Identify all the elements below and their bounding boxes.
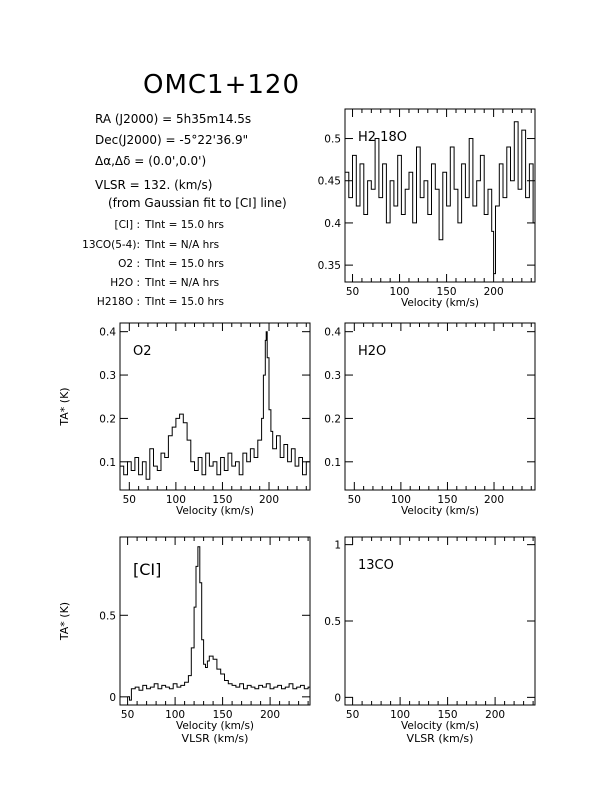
x-tick-label: 150 bbox=[212, 494, 233, 506]
integration-time-value: TInt = 15.0 hrs bbox=[145, 296, 224, 308]
y-tick-label: 0 bbox=[334, 692, 341, 705]
x-tick-label: 50 bbox=[120, 709, 135, 721]
line-name: O2 : bbox=[118, 258, 140, 270]
x-axis-label: Velocity (km/s) bbox=[400, 720, 480, 732]
y-tick-label: 0.4 bbox=[324, 217, 341, 230]
x-tick-label: 150 bbox=[437, 709, 458, 721]
y-tick-label: 0.5 bbox=[324, 133, 341, 146]
y-tick-label: 0.1 bbox=[324, 456, 341, 469]
x-tick-label: 150 bbox=[212, 709, 233, 721]
x-tick-label: 50 bbox=[345, 709, 360, 721]
panel-label: O2 bbox=[133, 344, 152, 359]
vlsr-label: VLSR = bbox=[95, 178, 140, 192]
x-tick-label: 200 bbox=[485, 709, 506, 721]
y-tick-label: 0.3 bbox=[99, 370, 116, 383]
x-axis-label: Velocity (km/s) bbox=[175, 720, 255, 732]
panel-label: 13CO bbox=[358, 558, 394, 573]
dec-label: Dec(J2000) = bbox=[95, 133, 176, 147]
y-tick-label: 0.4 bbox=[99, 326, 116, 339]
x-axis-label: Velocity (km/s) bbox=[175, 505, 255, 517]
integration-time-value: TInt = 15.0 hrs bbox=[145, 258, 224, 270]
vlsr-value: 132. (km/s) bbox=[143, 178, 213, 192]
y-tick-label: 1 bbox=[334, 539, 341, 552]
x-tick-label: 100 bbox=[165, 709, 186, 721]
y-tick-label: 0.5 bbox=[324, 616, 341, 628]
offset-value: (0.0',0.0') bbox=[148, 154, 207, 168]
x-tick-label: 150 bbox=[436, 286, 457, 298]
y-axis-label: TA* (K) bbox=[58, 601, 71, 641]
x-tick-label: 100 bbox=[390, 709, 411, 721]
x-tick-label: 100 bbox=[390, 494, 411, 506]
panel-label: H2O bbox=[358, 344, 387, 359]
y-tick-label: 0.1 bbox=[99, 456, 116, 469]
x-axis-label: Velocity (km/s) bbox=[400, 297, 480, 309]
integration-time-value: TInt = N/A hrs bbox=[145, 277, 220, 289]
line-name: 13CO(5-4): bbox=[82, 239, 140, 251]
x-tick-label: 50 bbox=[122, 494, 137, 506]
x-tick-label: 50 bbox=[345, 286, 360, 298]
y-tick-label: 0.2 bbox=[324, 413, 341, 426]
line-name: H218O : bbox=[96, 296, 140, 308]
offset-label: Δα,Δδ = bbox=[95, 154, 145, 168]
vlsr-axis-label: VLSR (km/s) bbox=[406, 732, 474, 745]
line-name: [CI] : bbox=[114, 219, 140, 231]
integration-time-value: TInt = 15.0 hrs bbox=[145, 219, 224, 231]
y-tick-label: 0.2 bbox=[99, 413, 116, 426]
x-tick-label: 200 bbox=[483, 286, 504, 298]
ra-label: RA (J2000) = bbox=[95, 112, 173, 126]
page-title: OMC1+120 bbox=[143, 70, 301, 100]
line-name: H2O : bbox=[110, 277, 140, 289]
x-tick-label: 100 bbox=[165, 494, 186, 506]
ra-value: 5h35m14.5s bbox=[176, 112, 252, 126]
x-tick-label: 150 bbox=[437, 494, 458, 506]
x-tick-label: 200 bbox=[483, 494, 505, 506]
y-axis-label: TA* (K) bbox=[58, 387, 71, 426]
panel-label: [CI] bbox=[133, 560, 162, 579]
x-tick-label: 200 bbox=[258, 494, 280, 506]
x-tick-label: 200 bbox=[260, 709, 281, 721]
y-tick-label: 0.5 bbox=[99, 610, 116, 623]
vlsr-axis-label: VLSR (km/s) bbox=[181, 732, 249, 745]
y-tick-label: 0.45 bbox=[317, 175, 341, 188]
y-tick-label: 0.3 bbox=[324, 370, 341, 383]
panel-label: H2 18O bbox=[358, 130, 407, 145]
y-tick-label: 0.35 bbox=[317, 260, 341, 273]
x-tick-label: 100 bbox=[389, 286, 410, 298]
y-tick-label: 0.4 bbox=[324, 326, 341, 339]
integration-time-value: TInt = N/A hrs bbox=[145, 239, 220, 251]
x-axis-label: Velocity (km/s) bbox=[400, 505, 480, 517]
x-tick-label: 50 bbox=[347, 494, 362, 506]
dec-value: -5°22'36.9" bbox=[179, 133, 249, 147]
vlsr-note: (from Gaussian fit to [CI] line) bbox=[108, 196, 287, 210]
y-tick-label: 0 bbox=[109, 691, 116, 704]
